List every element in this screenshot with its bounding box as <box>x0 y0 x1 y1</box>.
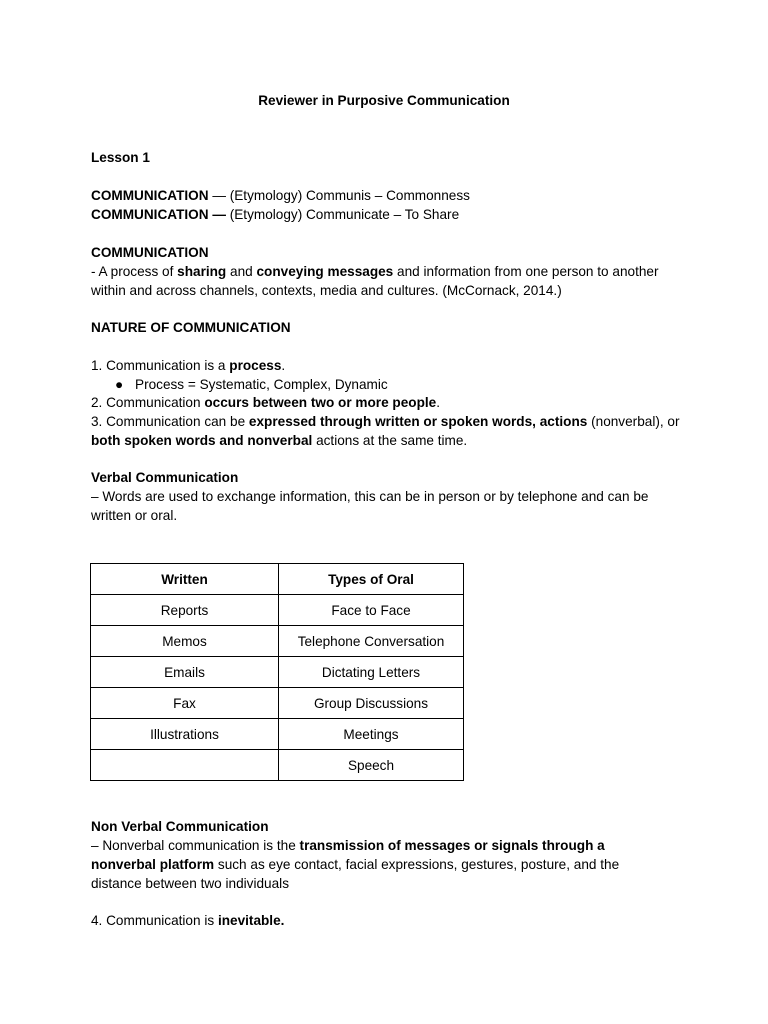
etymology-text: (Etymology) Communicate – To Share <box>229 207 460 222</box>
etymology-line-1 <box>91 186 470 205</box>
table-cell: Illustrations <box>91 719 279 750</box>
table-cell: Emails <box>91 657 279 688</box>
nature-item-4 <box>91 911 284 930</box>
item-bold: inevitable. <box>217 913 285 928</box>
table-row <box>91 595 464 626</box>
item-bold: expressed through written or spoken words, actions <box>248 414 588 429</box>
verbal-heading: Verbal Communication <box>91 470 239 485</box>
table-cell: Telephone Conversation <box>279 626 464 657</box>
item-text: . <box>436 395 441 410</box>
table-row <box>91 657 464 688</box>
etymology-term: COMMUNICATION <box>91 188 209 203</box>
communication-types-table <box>90 563 464 781</box>
nonverbal-heading: Non Verbal Communication <box>91 819 269 834</box>
definition-text: and <box>226 264 257 279</box>
verbal-paragraph: – Words are used to exchange information, this can be in person or by telephone and can be written or oral. <box>91 489 649 523</box>
table-row <box>91 750 464 781</box>
table-row <box>91 626 464 657</box>
nature-heading: NATURE OF COMMUNICATION <box>91 320 291 335</box>
item-bold: both spoken words and nonverbal <box>91 433 313 448</box>
item-text: actions at the same time. <box>312 433 468 448</box>
item-text: 2. Communication <box>91 395 205 410</box>
table-header-oral: Types of Oral <box>279 564 464 595</box>
table-row <box>91 688 464 719</box>
item-text: (nonverbal), or <box>587 414 680 429</box>
item-text: 4. Communication is <box>91 913 218 928</box>
nature-item-2 <box>91 393 440 412</box>
item-bold: process <box>229 358 282 373</box>
table-header-written: Written <box>91 564 279 595</box>
item-text: 1. Communication is a <box>91 358 230 373</box>
table-cell: Group Discussions <box>279 688 464 719</box>
definition-paragraph <box>91 262 681 300</box>
table-cell: Fax <box>91 688 279 719</box>
nonverbal-paragraph <box>91 836 651 893</box>
etymology-line-2 <box>91 205 459 224</box>
definition-text: and information from one person to another within and across channels, contexts, media and cultures. (McCornack, 2014.) <box>91 264 659 298</box>
table-cell: Reports <box>91 595 279 626</box>
document-title: Reviewer in Purposive Communication <box>258 93 510 108</box>
nonverbal-bold: transmission of messages or signals through a nonverbal platform <box>91 838 605 872</box>
etymology-dash: — <box>208 188 230 203</box>
nonverbal-text: – Nonverbal communication is the <box>91 838 300 853</box>
etymology-term: COMMUNICATION — <box>91 207 226 222</box>
table-cell: Speech <box>279 750 464 781</box>
definition-heading: COMMUNICATION <box>91 245 209 260</box>
definition-bold: conveying messages <box>256 264 394 279</box>
item-text: 3. Communication can be <box>91 414 249 429</box>
definition-bold: sharing <box>177 264 227 279</box>
table-cell: Memos <box>91 626 279 657</box>
nature-item-1 <box>91 356 285 375</box>
table-cell <box>91 750 279 781</box>
lesson-heading: Lesson 1 <box>91 150 150 165</box>
bullet-icon: ● <box>115 377 124 392</box>
table-cell: Meetings <box>279 719 464 750</box>
table-cell: Face to Face <box>279 595 464 626</box>
etymology-text: (Etymology) Communis – Commonness <box>229 188 470 203</box>
table-cell: Dictating Letters <box>279 657 464 688</box>
table-header-row <box>91 564 464 595</box>
item-text: . <box>281 358 286 373</box>
nature-bullet-text: Process = Systematic, Complex, Dynamic <box>135 377 388 392</box>
nature-item-3 <box>91 412 681 450</box>
table-row <box>91 719 464 750</box>
item-bold: occurs between two or more people <box>204 395 437 410</box>
definition-text: - A process of <box>91 264 178 279</box>
nonverbal-text: such as eye contact, facial expressions, gestures, posture, and the distance between two individuals <box>91 857 620 891</box>
